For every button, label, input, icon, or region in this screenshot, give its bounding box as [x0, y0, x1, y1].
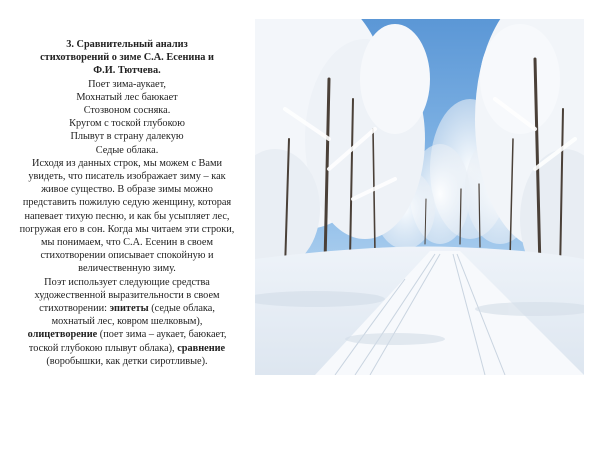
poem-line: Плывут в страну далекую [70, 131, 184, 143]
winter-forest-photo [255, 19, 584, 375]
section-heading [18, 38, 236, 78]
devices-text-2: (поет зима – аукает, баюкает, тоской глубокою плывут облака), [28, 329, 227, 354]
text-column [18, 38, 236, 368]
analysis-paragraph: Исходя из данных строк, мы можем с Вами увидеть, что писатель изображает зиму – как живое существо. В образе зимы можно представить пожилую седую женщину, которая напевает тихую песню, и как бы усыпляет лес, погружая его в сон. Когда мы читаем эти строки, мы понимаем, что С.А. Есенин в своем стихотворении описывает спокойную и величественную зиму. [19, 157, 235, 275]
poem-line: Кругом с тоской глубокою [69, 118, 185, 130]
term-personification: олицетворение [27, 329, 98, 341]
devices-text-1: (седые облака, мохнатый лес, ковром шелковым), [51, 303, 215, 328]
poem-quote [18, 78, 236, 157]
poem-line: Стозвоном сосняка. [83, 105, 171, 117]
devices-intro: Поэт использует следующие средства художественной выразительности в своем стихотворении: [34, 276, 220, 315]
heading-line-3: Ф.И. Тютчева. [93, 65, 161, 77]
winter-forest-illustration [255, 19, 584, 375]
heading-line-2: стихотворений о зиме С.А. Есенина и [40, 52, 214, 64]
devices-text-3: (воробышки, как детки сиротливые). [46, 355, 208, 367]
heading-line-1: 3. Сравнительный анализ [66, 39, 188, 50]
poem-line: Седые облака. [95, 144, 159, 156]
poem-line: Мохнатый лес баюкает [76, 91, 178, 103]
term-comparison: сравнение [177, 342, 226, 354]
term-epithets: эпитеты [109, 303, 149, 315]
devices-paragraph [18, 276, 236, 368]
poem-line: Поет зима-аукает, [88, 78, 166, 90]
